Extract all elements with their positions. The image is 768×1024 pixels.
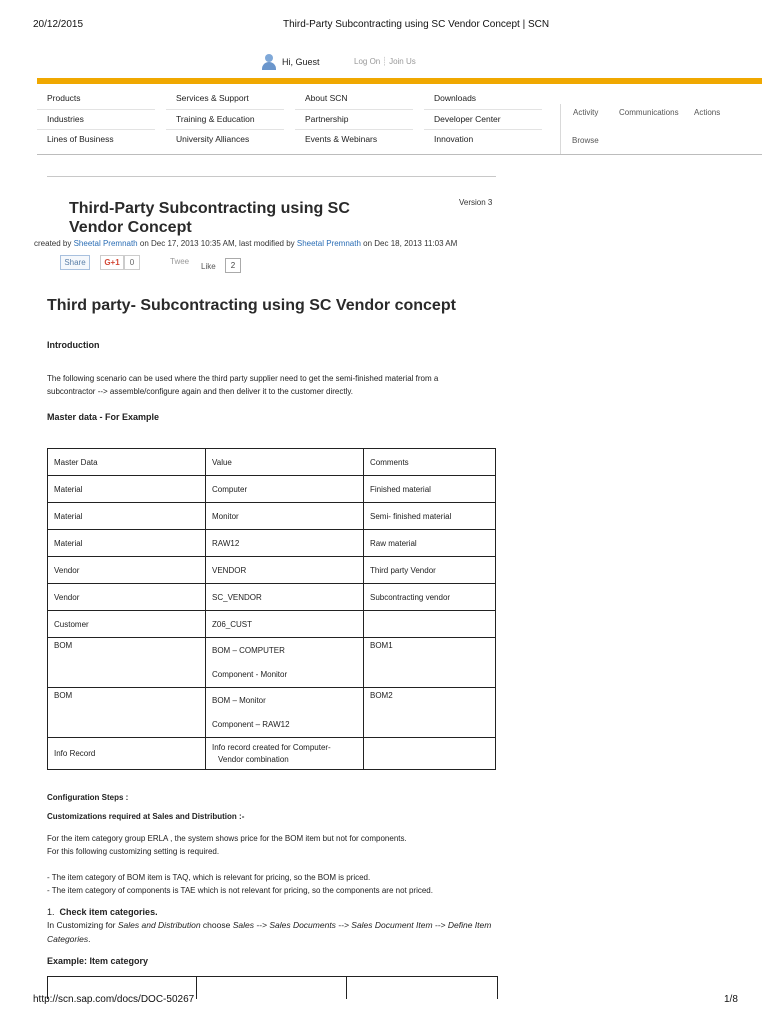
user-bar (262, 54, 320, 70)
nav-item-about-scn[interactable]: About SCN (295, 89, 413, 110)
item-category-paragraph (47, 871, 433, 897)
like-button[interactable]: Like (201, 262, 216, 271)
nav-item-downloads[interactable]: Downloads (424, 89, 542, 110)
table-cell: Z06_CUST (206, 611, 364, 638)
table-divider (196, 977, 197, 999)
table-cell: VENDOR (206, 557, 364, 584)
greeting: Hi, Guest (282, 57, 320, 67)
nav-item-developer-center[interactable]: Developer Center (424, 110, 542, 131)
table-divider (346, 977, 347, 999)
doc-frame-border (47, 176, 496, 177)
table-header-cell: Master Data (48, 449, 206, 476)
table-cell (206, 638, 364, 688)
share-button[interactable]: Share (60, 255, 90, 270)
table-cell: BOM (48, 688, 206, 738)
table-row (48, 557, 496, 584)
nav-column-3 (295, 89, 413, 150)
login-links: Log On ┊ Join Us (354, 57, 416, 66)
nav-divider (560, 104, 561, 154)
nav-item-innovation[interactable]: Innovation (434, 134, 474, 144)
table-cell: Vendor (48, 557, 206, 584)
table-cell: BOM2 (364, 688, 496, 738)
step-1-choose: choose (200, 920, 233, 930)
table-cell: Finished material (364, 476, 496, 503)
bom1-line-1: BOM – COMPUTER (212, 645, 285, 655)
para2-line-1: - The item category of BOM item is TAQ, which is relevant for pricing, so the BOM is priced. (47, 873, 371, 882)
intro-line-1: The following scenario can be used where the third party supplier need to get the semi-finished material from a (47, 374, 439, 383)
gplus-count: 0 (124, 255, 140, 270)
nav-column-2 (166, 89, 284, 150)
intro-line-2: subcontractor --> assemble/configure again and then deliver it to the customer directly. (47, 387, 354, 396)
modifier-link[interactable]: Sheetal Premnath (296, 239, 361, 248)
para1-line-2: For this following customizing setting is required. (47, 847, 220, 856)
meta-created-prefix: created by (34, 239, 72, 248)
step-1-heading (47, 907, 158, 917)
nav-item-industries[interactable]: Industries (37, 110, 155, 131)
customizations-heading: Customizations required at Sales and Distribution :- (47, 812, 245, 821)
table-cell: RAW12 (206, 530, 364, 557)
table-cell: SC_VENDOR (206, 584, 364, 611)
table-header-cell: Comments (364, 449, 496, 476)
table-header-row (48, 449, 496, 476)
nav-actions[interactable]: Actions (694, 108, 721, 117)
nav-activity[interactable]: Activity (573, 108, 599, 117)
step-1-menu-area: Sales and Distribution (117, 920, 201, 930)
para2-line-2: - The item category of components is TAE which is not relevant for pricing, so the components are not priced. (47, 886, 433, 895)
table-cell (364, 738, 496, 770)
doc-title: Third-Party Subcontracting using SC Vendor Concept (69, 200, 350, 236)
table-cell: Material (48, 476, 206, 503)
bom2-line-2: Component – RAW12 (212, 719, 290, 729)
nav-communications[interactable]: Communications (619, 108, 679, 117)
table-cell (206, 688, 364, 738)
table-row (48, 503, 496, 530)
table-cell: Third party Vendor (364, 557, 496, 584)
bom1-line-2: Component - Monitor (212, 669, 288, 679)
table-cell: Info Record (48, 738, 206, 770)
print-url: http://scn.sap.com/docs/DOC-50267 (33, 994, 195, 1005)
step-1-menu-path: Sales --> Sales Documents --> Sales Document Item --> Define Item Categories (47, 920, 492, 944)
table-cell: Semi- finished material (364, 503, 496, 530)
table-cell: Computer (206, 476, 364, 503)
table-row (48, 584, 496, 611)
author-link[interactable]: Sheetal Premnath (73, 239, 138, 248)
info-line-1: Info record created for Computer- (212, 742, 331, 752)
table-cell: Material (48, 530, 206, 557)
nav-item-partnership[interactable]: Partnership (295, 110, 413, 131)
para1-line-1: For the item category group ERLA , the system shows price for the BOM item but not for components. (47, 834, 407, 843)
nav-item-events-webinars[interactable]: Events & Webinars (305, 134, 378, 144)
table-cell (364, 611, 496, 638)
table-cell: Vendor (48, 584, 206, 611)
nav-item-lines-of-business[interactable]: Lines of Business (47, 134, 114, 144)
section-heading: Third party- Subcontracting using SC Vendor concept (47, 297, 456, 314)
like-count: 2 (225, 258, 241, 273)
table-row (48, 530, 496, 557)
join-link[interactable]: Join Us (389, 57, 416, 66)
login-link[interactable]: Log On (354, 57, 381, 66)
table-cell: Subcontracting vendor (364, 584, 496, 611)
nav-item-training-education[interactable]: Training & Education (166, 110, 284, 131)
table-row (48, 638, 496, 688)
brand-bar (37, 78, 762, 84)
nav-browse[interactable]: Browse (572, 136, 599, 145)
table-row (48, 476, 496, 503)
step-1-number: 1. (47, 907, 55, 917)
nav-item-products[interactable]: Products (37, 89, 155, 110)
info-line-2: Vendor combination (218, 754, 289, 764)
tweet-button[interactable]: Twee (170, 257, 190, 266)
nav-column-4 (424, 89, 542, 150)
nav-column-1 (37, 89, 155, 150)
doc-meta (34, 239, 457, 248)
meta-modified-date: on Dec 18, 2013 11:03 AM (363, 239, 458, 248)
gplus-button[interactable]: G+1 (100, 255, 124, 270)
nav-item-university-alliances[interactable]: University Alliances (176, 134, 250, 144)
step-1-text (47, 919, 497, 946)
avatar-icon (262, 54, 276, 70)
table-header-cell: Value (206, 449, 364, 476)
step-1-title: Check item categories. (59, 907, 158, 917)
step-1-prefix: In Customizing for (47, 920, 118, 930)
table-cell: BOM (48, 638, 206, 688)
table-row (48, 738, 496, 770)
print-date: 20/12/2015 (33, 19, 84, 30)
table-row (48, 688, 496, 738)
doc-version: Version 3 (459, 198, 493, 207)
print-title: Third-Party Subcontracting using SC Vendor Concept | SCN (283, 19, 550, 30)
step-1-end: . (88, 933, 91, 944)
table-cell: Material (48, 503, 206, 530)
intro-paragraph (47, 372, 497, 398)
table-cell: Raw material (364, 530, 496, 557)
table-cell (206, 738, 364, 770)
pricing-paragraph (47, 832, 407, 858)
print-page-number: 1/8 (724, 994, 738, 1005)
table-cell: BOM1 (364, 638, 496, 688)
bom2-line-1: BOM – Monitor (212, 695, 266, 705)
nav-item-services-support[interactable]: Services & Support (166, 89, 284, 110)
config-steps-heading: Configuration Steps : (47, 793, 129, 802)
table-row (48, 611, 496, 638)
nav-bottom-border (37, 154, 762, 155)
example-heading: Example: Item category (47, 956, 149, 966)
master-data-table (47, 448, 496, 770)
intro-heading: Introduction (47, 340, 100, 350)
meta-modified: on Dec 17, 2013 10:35 AM, last modified by (139, 239, 295, 248)
table-cell: Monitor (206, 503, 364, 530)
table-cell: Customer (48, 611, 206, 638)
master-data-heading: Master data - For Example (47, 412, 160, 422)
